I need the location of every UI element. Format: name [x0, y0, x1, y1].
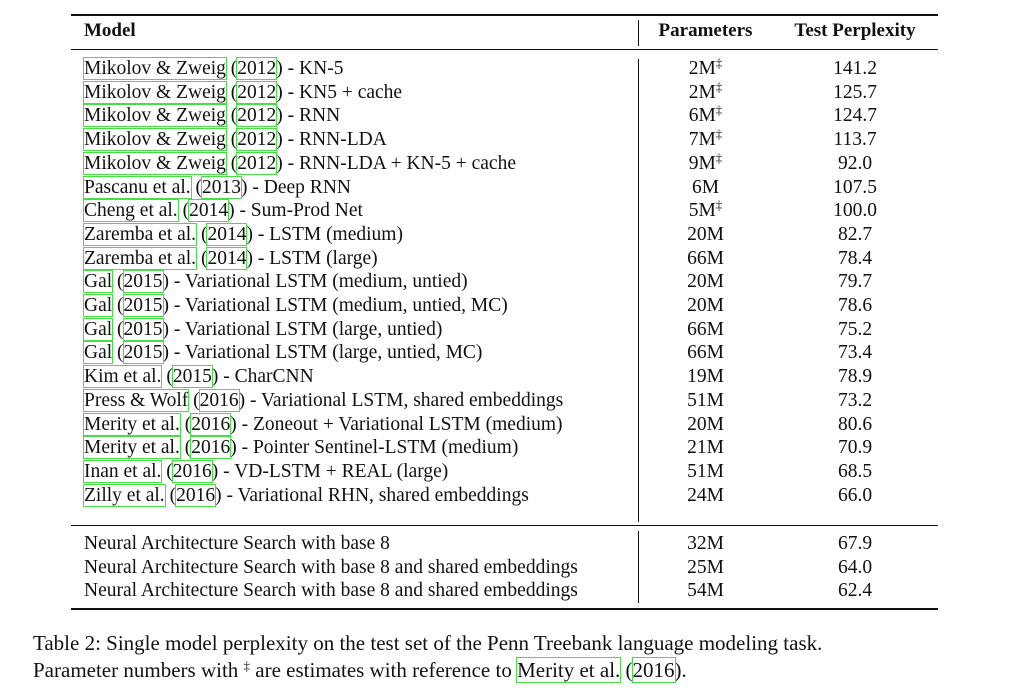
- parameters-value: 21M: [687, 437, 724, 459]
- parameters-value: 20M: [687, 223, 724, 245]
- parameters-cell: [643, 365, 768, 388]
- model-description: - RNN-LDA + KN-5 + cache: [282, 152, 516, 174]
- double-dagger-mark: ‡: [715, 126, 723, 142]
- parameters-value: 20M: [687, 413, 724, 435]
- caption-text-mid: are estimates with reference to: [250, 658, 518, 682]
- model-cell: Mikolov & Zweig (2012) - RNN-LDA: [84, 129, 387, 151]
- parameters-cell: [643, 413, 768, 436]
- parameters-cell: [643, 436, 768, 459]
- table-row: [0, 389, 1012, 412]
- header-column-divider: [638, 20, 639, 46]
- perplexity-cell: 92.0: [837, 152, 873, 174]
- top-rule: [71, 14, 938, 16]
- parameters-cell: [643, 247, 768, 270]
- parameters-cell: 54M: [687, 580, 724, 601]
- model-description: - LSTM (large): [252, 247, 378, 269]
- table-row: [0, 294, 1012, 317]
- citation-year-link[interactable]: 2016: [191, 413, 231, 435]
- citation-author-link[interactable]: Gal: [84, 318, 113, 340]
- model-cell: Mikolov & Zweig (2012) - KN-5: [84, 58, 344, 79]
- parameters-value: 2M: [688, 81, 716, 103]
- model-description: - Deep RNN: [247, 176, 351, 198]
- table-row: [0, 199, 1012, 222]
- parameters-cell: [643, 341, 768, 364]
- double-dagger-mark: ‡: [715, 197, 723, 213]
- citation-year-link[interactable]: 2014: [207, 223, 247, 245]
- table-row: [0, 57, 1012, 80]
- model-cell: Gal (2015) - Variational LSTM (large, untied): [84, 318, 443, 340]
- section-rule: [71, 525, 938, 526]
- citation-year-link[interactable]: 2012: [237, 152, 277, 174]
- perplexity-cell: 113.7: [833, 129, 877, 151]
- citation-year-link[interactable]: 2016: [172, 460, 212, 482]
- perplexity-cell: 73.2: [837, 389, 873, 411]
- table-row: [0, 247, 1012, 270]
- parameters-value: 6M: [691, 176, 720, 198]
- citation-year-link[interactable]: 2016: [176, 484, 216, 506]
- citation-author-link[interactable]: Gal: [84, 295, 113, 316]
- model-description: - Variational LSTM (medium, untied): [169, 271, 468, 293]
- caption-text-end: .: [681, 658, 687, 682]
- caption-line-2: Parameter numbers with ‡ are estimates with reference to Merity et al. (2016).: [33, 658, 687, 682]
- parameters-cell: [643, 389, 768, 412]
- parameters-value: 66M: [687, 318, 724, 340]
- citation-year-link[interactable]: 2014: [207, 247, 247, 269]
- citation-author-link[interactable]: Zilly et al.: [84, 484, 165, 506]
- citation-author-link[interactable]: Zaremba et al.: [84, 223, 197, 245]
- parameters-cell: [643, 199, 768, 222]
- header-rule: [71, 49, 938, 50]
- model-description: - Variational RHN, shared embeddings: [221, 484, 529, 506]
- table-row: [0, 176, 1012, 199]
- table-row: [0, 223, 1012, 246]
- double-dagger-mark: ‡: [243, 658, 251, 673]
- parameters-cell: 25M: [687, 556, 724, 578]
- model-description: - CharCNN: [218, 366, 314, 388]
- perplexity-cell: 100.0: [833, 200, 877, 222]
- parameters-cell: [643, 460, 768, 483]
- citation-author-link[interactable]: Mikolov & Zweig: [84, 105, 226, 127]
- perplexity-cell: 80.6: [837, 413, 873, 435]
- caption-line-1: Table 2: Single model perplexity on the test set of the Penn Treebank language modeling task.: [33, 631, 823, 655]
- perplexity-cell: 62.4: [837, 580, 873, 601]
- table-row: [0, 270, 1012, 293]
- citation-author-link[interactable]: Cheng et al.: [84, 200, 178, 222]
- model-cell: Neural Architecture Search with base 8: [84, 533, 390, 554]
- perplexity-cell: 78.6: [837, 295, 873, 316]
- model-cell: Mikolov & Zweig (2012) - RNN-LDA + KN-5 + cache: [84, 152, 516, 174]
- parameters-cell: [643, 223, 768, 246]
- nas-table-row: [0, 556, 1012, 579]
- model-cell: Inan et al. (2016) - VD-LSTM + REAL (large): [84, 460, 449, 482]
- model-cell: Kim et al. (2015) - CharCNN: [84, 366, 314, 388]
- parameters-value: 7M: [688, 129, 716, 151]
- parameters-value: 51M: [687, 460, 724, 482]
- header-perplexity: Test Perplexity: [794, 20, 916, 41]
- citation-author-link[interactable]: Merity et al.: [517, 658, 621, 682]
- citation-year-link[interactable]: 2016: [191, 437, 231, 459]
- model-description: - Zoneout + Variational LSTM (medium): [236, 413, 563, 435]
- citation-author-link[interactable]: Press & Wolf: [84, 389, 189, 411]
- model-description: - VD-LSTM + REAL (large): [218, 460, 449, 482]
- table-caption: [33, 630, 978, 684]
- header-parameters: Parameters: [658, 20, 753, 41]
- table-row: [0, 78, 1012, 104]
- citation-author-link[interactable]: Merity et al.: [84, 437, 180, 459]
- parameters-cell: [643, 128, 768, 151]
- parameters-cell: [643, 149, 768, 175]
- citation-author-link[interactable]: Gal: [84, 271, 113, 293]
- parameters-cell: 32M: [687, 533, 724, 554]
- parameters-value: 6M: [688, 105, 716, 127]
- citation-year-link[interactable]: 2016: [199, 389, 239, 411]
- perplexity-cell: 75.2: [837, 318, 873, 340]
- model-cell: Neural Architecture Search with base 8 and shared embeddings: [84, 580, 578, 601]
- model-cell: Mikolov & Zweig (2012) - KN5 + cache: [84, 81, 403, 103]
- model-cell: Gal (2015) - Variational LSTM (large, untied, MC): [84, 342, 483, 364]
- nas-table-row: [0, 579, 1012, 602]
- model-description: - KN5 + cache: [282, 81, 403, 103]
- model-cell: Cheng et al. (2014) - Sum-Prod Net: [84, 200, 363, 222]
- model-cell: Merity et al. (2016) - Zoneout + Variational LSTM (medium): [84, 413, 563, 435]
- citation-author-link[interactable]: Gal: [84, 342, 113, 364]
- model-description: - Variational LSTM (medium, untied, MC): [169, 295, 508, 316]
- model-cell: Press & Wolf (2016) - Variational LSTM, shared embeddings: [84, 389, 564, 411]
- parameters-value: 20M: [687, 271, 724, 293]
- citation-author-link[interactable]: Pascanu et al.: [84, 176, 191, 198]
- model-cell: Gal (2015) - Variational LSTM (medium, untied): [84, 271, 468, 293]
- model-description: - KN-5: [282, 58, 344, 79]
- caption-text-pre: Parameter numbers with: [33, 658, 244, 682]
- perplexity-cell: 78.9: [837, 366, 873, 388]
- model-description: - RNN: [282, 105, 341, 127]
- model-cell: Mikolov & Zweig (2012) - RNN: [84, 105, 341, 127]
- perplexity-cell: 67.9: [837, 533, 873, 554]
- table-row: [0, 460, 1012, 483]
- citation-year-link[interactable]: 2012: [237, 81, 277, 103]
- parameters-value: 24M: [687, 484, 724, 506]
- model-description: - Variational LSTM (large, untied, MC): [169, 342, 483, 364]
- citation-author-link[interactable]: Mikolov & Zweig: [84, 152, 226, 174]
- model-description: - LSTM (medium): [252, 223, 403, 245]
- perplexity-cell: 64.0: [837, 556, 873, 578]
- parameters-cell: [643, 270, 768, 293]
- parameters-value: 20M: [687, 295, 724, 316]
- model-cell: Zaremba et al. (2014) - LSTM (large): [84, 247, 378, 269]
- parameters-cell: [643, 57, 768, 80]
- perplexity-cell: 141.2: [833, 58, 877, 79]
- citation-year-link[interactable]: 2015: [123, 295, 163, 316]
- perplexity-cell: 73.4: [837, 342, 873, 364]
- parameters-value: 51M: [687, 389, 724, 411]
- parameters-cell: [643, 318, 768, 341]
- parameters-value: 9M: [688, 152, 716, 174]
- parameters-cell: [643, 176, 768, 199]
- model-cell: Zaremba et al. (2014) - LSTM (medium): [84, 223, 403, 245]
- nas-table-row: [0, 532, 1012, 555]
- model-description: - Pointer Sentinel-LSTM (medium): [236, 437, 519, 459]
- model-cell: Zilly et al. (2016) - Variational RHN, shared embeddings: [84, 484, 529, 506]
- table-row: [0, 484, 1012, 507]
- citation-year-link[interactable]: 2015: [123, 318, 163, 340]
- table-row: [0, 318, 1012, 341]
- citation-author-link[interactable]: Merity et al.: [84, 413, 180, 435]
- table-row: [0, 413, 1012, 436]
- citation-year-link[interactable]: 2012: [237, 129, 277, 151]
- citation-year-link[interactable]: 2014: [189, 200, 229, 222]
- perplexity-cell: 66.0: [837, 484, 873, 506]
- citation-author-link[interactable]: Inan et al.: [84, 460, 162, 482]
- model-cell: Neural Architecture Search with base 8 and shared embeddings: [84, 556, 578, 578]
- model-cell: Gal (2015) - Variational LSTM (medium, untied, MC): [84, 295, 508, 316]
- model-description: - Variational LSTM (large, untied): [169, 318, 443, 340]
- double-dagger-mark: ‡: [715, 102, 723, 118]
- citation-year-link[interactable]: 2013: [202, 176, 242, 198]
- perplexity-cell: 124.7: [833, 105, 877, 127]
- citation-year-link[interactable]: 2016: [632, 658, 675, 682]
- table-row: [0, 436, 1012, 459]
- citation-author-link[interactable]: Mikolov & Zweig: [84, 81, 226, 103]
- parameters-value: 19M: [687, 366, 724, 388]
- perplexity-cell: 107.5: [833, 176, 877, 198]
- perplexity-cell: 79.7: [837, 271, 873, 293]
- citation-author-link[interactable]: Kim et al.: [84, 366, 162, 388]
- model-description: - Sum-Prod Net: [234, 200, 363, 222]
- bottom-rule: [71, 608, 938, 610]
- parameters-cell: [643, 294, 768, 317]
- parameters-cell: [643, 104, 768, 127]
- model-cell: Merity et al. (2016) - Pointer Sentinel-LSTM (medium): [84, 437, 519, 459]
- citation-author-link[interactable]: Mikolov & Zweig: [84, 129, 226, 151]
- parameters-value: 2M: [688, 58, 716, 79]
- citation-author-link[interactable]: Zaremba et al.: [84, 247, 197, 269]
- double-dagger-mark: ‡: [715, 149, 723, 165]
- table-row: [0, 341, 1012, 364]
- perplexity-cell: 78.4: [837, 247, 873, 269]
- perplexity-cell: 82.7: [837, 223, 873, 245]
- perplexity-cell: 68.5: [837, 460, 873, 482]
- table-row: [0, 128, 1012, 151]
- perplexity-cell: 70.9: [837, 437, 873, 459]
- double-dagger-mark: ‡: [715, 78, 723, 94]
- citation-year-link[interactable]: 2012: [237, 105, 277, 127]
- parameters-value: 5M: [688, 200, 716, 222]
- citation-author-link[interactable]: Mikolov & Zweig: [84, 58, 226, 79]
- parameters-cell: [643, 78, 768, 104]
- header-model: Model: [84, 20, 136, 41]
- model-description: - Variational LSTM, shared embeddings: [245, 389, 564, 411]
- model-cell: Pascanu et al. (2013) - Deep RNN: [84, 176, 351, 198]
- table-row: [0, 365, 1012, 388]
- perplexity-cell: 125.7: [833, 81, 877, 103]
- model-description: - RNN-LDA: [282, 129, 387, 151]
- parameters-value: 66M: [687, 342, 724, 364]
- citation-year-link[interactable]: 2015: [123, 342, 163, 364]
- double-dagger-mark: ‡: [715, 55, 723, 70]
- parameters-cell: [643, 484, 768, 507]
- table-row: [0, 149, 1012, 175]
- citation-year-link[interactable]: 2012: [237, 58, 277, 79]
- table-row: [0, 104, 1012, 127]
- parameters-value: 66M: [687, 247, 724, 269]
- citation-year-link[interactable]: 2015: [172, 366, 212, 388]
- citation-year-link[interactable]: 2015: [123, 271, 163, 293]
